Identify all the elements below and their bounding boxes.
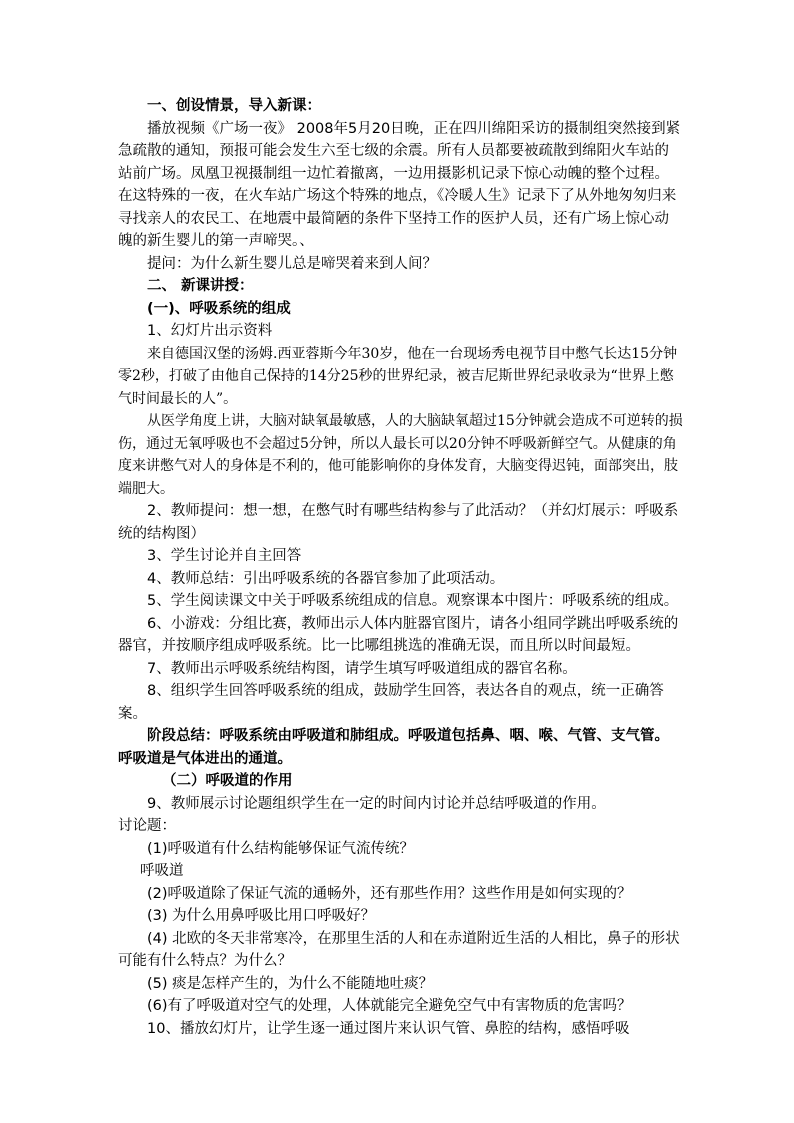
document-body (118, 95, 683, 1040)
section-heading-intro: 一、创设情景，导入新课： (147, 98, 321, 114)
discussion-question-1: (1)呼吸道有什么结构能够保证气流传统？ (147, 840, 415, 857)
discussion-question-6: (6)有了呼吸道对空气的处理，人体就能完全避免空气中有害物质的危害吗？ (147, 998, 632, 1014)
paragraph-step-3: 3、学生讨论并自主回答 (147, 548, 302, 564)
paragraph-step-4: 4、教师总结：引出呼吸系统的各器官参加了此项活动。 (147, 570, 505, 587)
paragraph-slide-1: 1、幻灯片出示资料 (147, 323, 273, 339)
paragraph-record: 来自德国汉堡的汤姆.西亚蓉斯今年30岁，他在一台现场秀电视节目中憋气长达15分钟零2秒，打破了由他自己保持的14分25秒的世界纪录，被吉尼斯世界纪录收录为“世界上憋气时间最长的人”。 (118, 345, 678, 407)
paragraph-step-9: 9、教师展示讨论题组织学生在一定的时间内讨论并总结呼吸道的作用。 (147, 795, 606, 812)
paragraph-stage-summary: 阶段总结：呼吸系统由呼吸道和肺组成。呼吸道包括鼻、咽、喉、气管、支气管。呼吸道是气体进出的通道。 (118, 728, 669, 767)
discussion-question-2: (2)呼吸道除了保证气流的通畅外，还有那些作用？这些作用是如何实现的？ (147, 885, 632, 902)
paragraph-question: 提问：为什么新生婴儿总是啼哭着来到人间？ (147, 255, 437, 272)
subsection-heading-function: （二）呼吸道的作用 (162, 773, 293, 789)
discussion-question-3: (3) 为什么用鼻呼吸比用口呼吸好？ (147, 908, 376, 924)
paragraph-medical: 从医学角度上讲，大脑对缺氧最敏感，人的大脑缺氧超过15分钟就会造成不可逆转的损伤，通过无氧呼吸也不会超过5分钟，所以人最长可以20分钟不呼吸新鲜空气。从健康的角度来讲憋气对人的身体是不利的，他可能影响你的身体发育，大脑变得迟钝，面部突出，肢端肥大。 (118, 413, 683, 497)
subsection-heading-composition: (一)、呼吸系统的组成 (147, 300, 291, 317)
discussion-note: 呼吸道 (140, 863, 184, 879)
paragraph-step-5: 5、学生阅读课文中关于呼吸系统组成的信息。观察课本中图片：呼吸系统的组成。 (147, 593, 679, 609)
paragraph-video: 播放视频《广场一夜》 2008年5月20日晚，正在四川绵阳采访的摄制组突然接到紧急疏散的通知，预报可能会发生六至七级的余震。所有人员都要被疏散到绵阳火车站的站前广场。凤凰卫视摄制组一边忙着撤离，一边用摄影机记录下惊心动魄的整个过程。在这特殊的一夜，在火车站广场这个特殊的地点，《冷暖人生》记录下了从外地匆匆归来寻找亲人的农民工、在地震中最简陋的条件下坚持工作的医护人员，还有广场上惊心动魄的新生婴儿的第一声啼哭。、 (118, 120, 681, 249)
paragraph-step-7: 7、教师出示呼吸系统结构图，请学生填写呼吸道组成的器官名称。 (147, 660, 577, 677)
paragraph-discussion-label: 讨论题： (118, 818, 176, 834)
section-heading-new-lesson: 二、 新课讲授： (147, 278, 254, 294)
paragraph-step-6: 6、小游戏：分组比赛，教师出示人体内脏器官图片，请各小组同学跳出呼吸系统的器官，并按顺序组成呼吸系统。比一比哪组挑选的准确无误，而且所以时间最短。 (118, 615, 679, 654)
discussion-question-4: (4) 北欧的冬天非常寒冷，在那里生活的人和在赤道附近生活的人相比，鼻子的形状可能有什么特点？为什么？ (118, 930, 680, 969)
paragraph-step-8: 8、组织学生回答呼吸系统的组成，鼓励学生回答，表达各自的观点，统一正确答案。 (118, 683, 664, 722)
paragraph-step-10: 10、播放幻灯片，让学生逐一通过图片来认识气管、鼻腔的结构，感悟呼吸 (147, 1020, 630, 1037)
paragraph-step-2: 2、教师提问：想一想，在憋气时有哪些结构参与了此活动？（并幻灯展示：呼吸系统的结构图） (118, 503, 679, 542)
discussion-question-5: (5) 痰是怎样产生的，为什么不能随地吐痰？ (147, 975, 434, 992)
